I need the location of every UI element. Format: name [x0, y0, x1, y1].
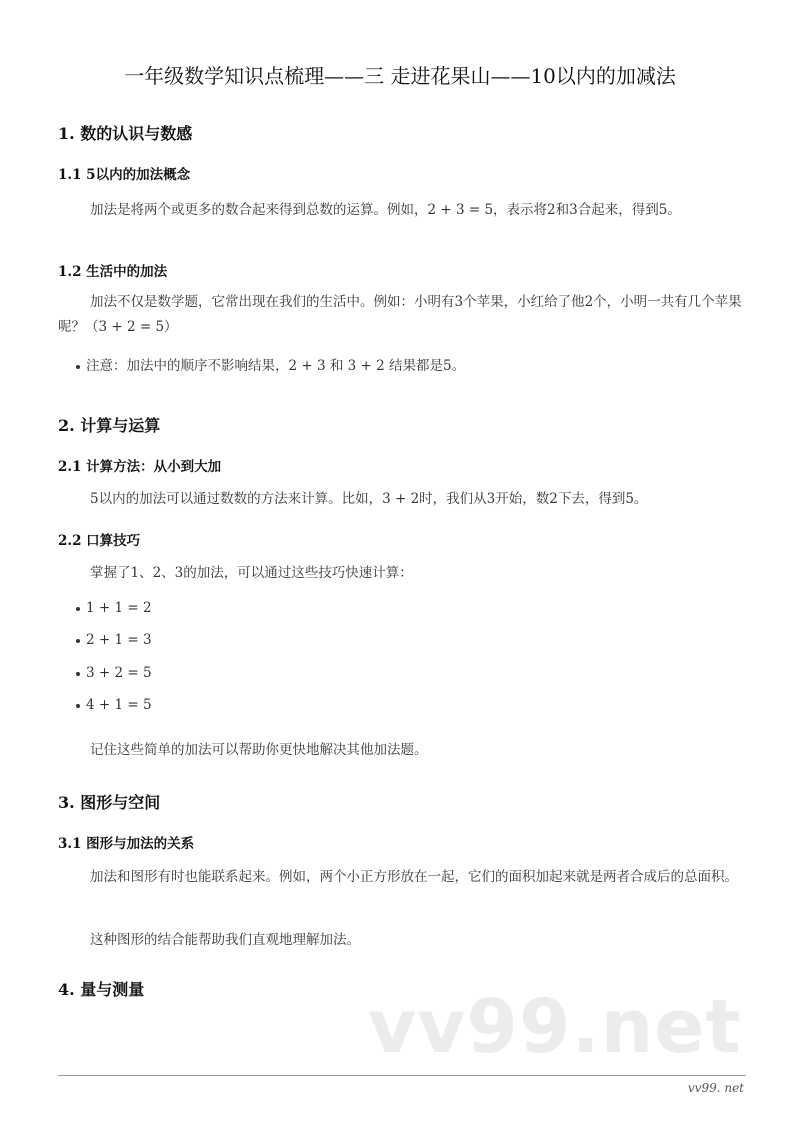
paragraph: 加法和图形有时也能联系起来。例如，两个小正方形放在一起，它们的面积加起来就是两者合成后的总面积。	[90, 869, 738, 885]
watermark: vv99.net	[368, 984, 742, 1070]
list-item: 1 + 1 = 2	[76, 602, 152, 616]
section-heading: 3. 图形与空间	[58, 793, 161, 812]
subsection-heading: 2.2 口算技巧	[58, 533, 141, 549]
bullet-icon	[76, 639, 80, 643]
section-heading: 1. 数的认识与数感	[58, 124, 193, 143]
paragraph: 这种图形的结合能帮助我们直观地理解加法。	[90, 932, 360, 948]
paragraph: 5以内的加法可以通过数数的方法来计算。比如，3 + 2时，我们从3开始，数2下去，得到5。	[90, 491, 648, 507]
paragraph: 记住这些简单的加法可以帮助你更快地解决其他加法题。	[90, 742, 428, 758]
bullet-icon	[76, 704, 80, 708]
subsection-heading: 1.2 生活中的加法	[58, 264, 168, 280]
paragraph: 加法不仅是数学题，它常出现在我们的生活中。例如：小明有3个苹果，小红给了他2个，小明一共有几个苹果呢？（3 + 2 = 5）	[58, 294, 742, 335]
paragraph: 加法是将两个或更多的数合起来得到总数的运算。例如，2 + 3 = 5，表示将2和3合起来，得到5。	[90, 202, 681, 218]
list-item: 注意：加法中的顺序不影响结果，2 + 3 和 3 + 2 结果都是5。	[76, 360, 465, 374]
bullet-icon	[76, 365, 80, 369]
list-item: 4 + 1 = 5	[76, 699, 152, 713]
section-heading: 4. 量与测量	[58, 980, 145, 999]
subsection-heading: 1.1 5以内的加法概念	[58, 167, 191, 183]
bullet-icon	[76, 672, 80, 676]
footer-divider	[58, 1075, 746, 1076]
page-title: 一年级数学知识点梳理——三 走进花果山——10以内的加减法	[124, 64, 676, 88]
list-item: 2 + 1 = 3	[76, 634, 152, 648]
footer-text: vv99. net	[687, 1081, 744, 1095]
bullet-icon	[76, 607, 80, 611]
section-heading: 2. 计算与运算	[58, 416, 161, 435]
paragraph: 掌握了1、2、3的加法，可以通过这些技巧快速计算：	[90, 565, 413, 581]
subsection-heading: 2.1 计算方法：从小到大加	[58, 459, 222, 475]
subsection-heading: 3.1 图形与加法的关系	[58, 836, 195, 852]
list-item: 3 + 2 = 5	[76, 667, 152, 681]
